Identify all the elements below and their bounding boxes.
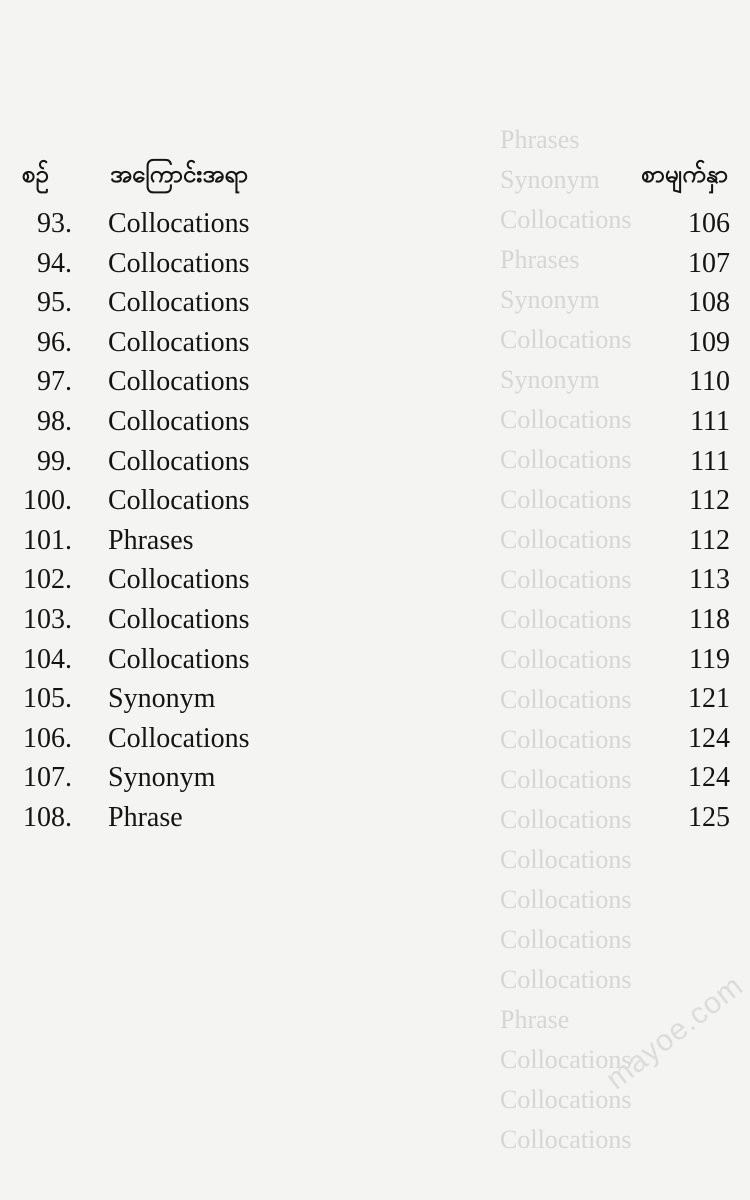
entry-number: 94. (37, 247, 72, 279)
entry-page: 111 (690, 445, 730, 477)
entry-title: Collocations (108, 603, 250, 635)
entry-number: 102. (23, 564, 72, 596)
toc-row (0, 283, 750, 323)
entry-number: 104. (23, 643, 72, 675)
entry-title: Collocations (108, 485, 250, 517)
entry-title: Phrase (108, 801, 183, 833)
entry-number: 99. (37, 445, 72, 477)
toc-list (0, 204, 750, 838)
entry-title: Phrases (108, 524, 194, 556)
entry-page: 124 (688, 722, 730, 754)
toc-row (0, 323, 750, 363)
entry-title: Collocations (108, 722, 250, 754)
entry-number: 96. (37, 326, 72, 358)
toc-row (0, 798, 750, 838)
entry-page: 107 (688, 247, 730, 279)
toc-row (0, 481, 750, 521)
entry-number: 107. (23, 762, 72, 794)
entry-title: Synonym (108, 762, 216, 794)
toc-row (0, 244, 750, 284)
header-page: စာမျက်နှာ (641, 160, 728, 188)
toc-row (0, 719, 750, 759)
entry-number: 105. (23, 683, 72, 715)
toc-row (0, 600, 750, 640)
entry-title: Collocations (108, 326, 250, 358)
toc-row (0, 560, 750, 600)
entry-number: 100. (23, 485, 72, 517)
entry-page: 121 (688, 683, 730, 715)
entry-page: 111 (690, 405, 730, 437)
entry-number: 108. (23, 801, 72, 833)
header-topic: အကြောင်းအရာ (110, 160, 248, 188)
entry-page: 113 (689, 564, 730, 596)
entry-page: 110 (689, 366, 730, 398)
entry-page: 118 (689, 603, 730, 635)
toc-row (0, 204, 750, 244)
entry-number: 97. (37, 366, 72, 398)
entry-number: 101. (23, 524, 72, 556)
entry-title: Collocations (108, 208, 250, 239)
entry-title: Collocations (108, 445, 250, 477)
toc-row (0, 640, 750, 680)
show-through-text: Phrases Synonym Collocations Phrases Synonym Collocations Synonym Collocations Collocations Collocations Collocations Collocations Collocations Collocations Collocations Collocations Collocations Collocations Collocations Collocations Collocations Collocations Phrase Collocations Collocations Collocations (500, 125, 632, 1154)
entry-number: 106. (23, 722, 72, 754)
toc-row (0, 679, 750, 719)
entry-page: 108 (688, 287, 730, 319)
entry-title: Collocations (108, 287, 250, 319)
entry-title: Collocations (108, 643, 250, 675)
entry-number: 98. (37, 405, 72, 437)
watermark: mayoe.com (600, 968, 750, 1097)
entry-number: 93. (37, 208, 72, 239)
toc-row (0, 521, 750, 561)
entry-page: 125 (688, 801, 730, 833)
toc-row (0, 442, 750, 482)
entry-page: 112 (689, 524, 730, 556)
toc-row (0, 402, 750, 442)
entry-page: 109 (688, 326, 730, 358)
toc-row (0, 362, 750, 402)
entry-page: 124 (688, 762, 730, 794)
entry-page: 112 (689, 485, 730, 517)
entry-page: 106 (688, 208, 730, 239)
entry-number: 95. (37, 287, 72, 319)
toc-row (0, 758, 750, 798)
header-number: စဉ် (22, 160, 49, 188)
entry-title: Synonym (108, 683, 216, 715)
toc-header (0, 152, 750, 192)
entry-title: Collocations (108, 564, 250, 596)
entry-title: Collocations (108, 247, 250, 279)
entry-title: Collocations (108, 405, 250, 437)
entry-number: 103. (23, 603, 72, 635)
entry-page: 119 (689, 643, 730, 675)
entry-title: Collocations (108, 366, 250, 398)
